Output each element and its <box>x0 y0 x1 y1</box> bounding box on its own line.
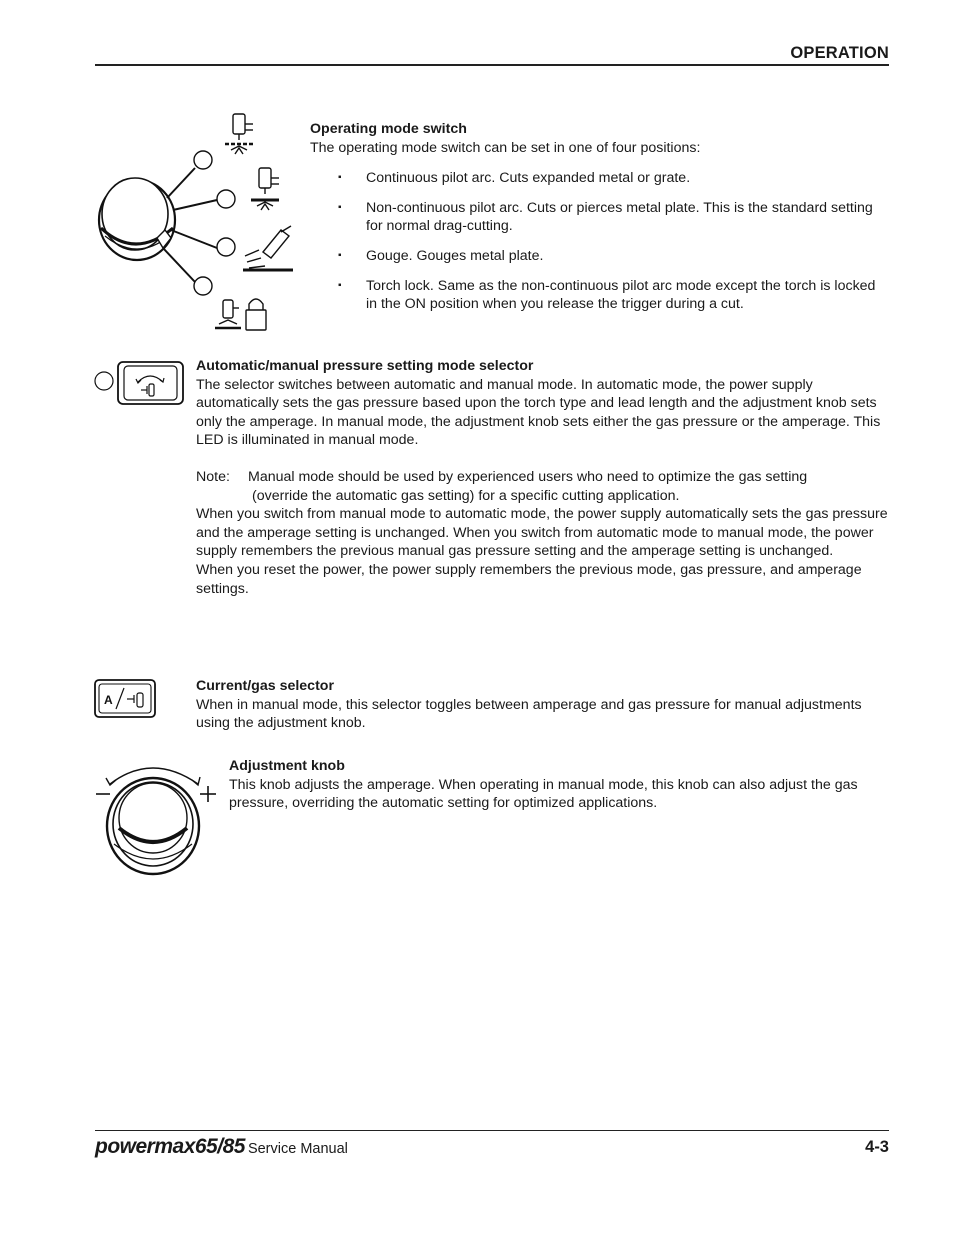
pressure-mode-button-illustration <box>93 360 189 410</box>
manual-mode-led-icon <box>95 372 113 390</box>
adjustment-knob-illustration <box>92 758 222 878</box>
amperage-letter: A <box>104 693 113 707</box>
list-item: ▪ Non-continuous pilot arc. Cuts or pierces metal plate. This is the standard setting for normal drag-cutting. <box>310 199 890 236</box>
page-footer <box>95 1130 889 1171</box>
list-item: ▪ Gouge. Gouges metal plate. <box>310 247 890 266</box>
current-gas-body: When in manual mode, this selector toggles between amperage and gas pressure for manual adjustments using the adjustment knob. <box>196 696 862 732</box>
list-item: ▪ Continuous pilot arc. Cuts expanded metal or grate. <box>310 169 890 188</box>
pressure-selector-para-2: When you switch from manual mode to automatic mode, the power supply automatically sets the gas pressure and the amperage setting is unchanged. When you switch from automatic mode to manual mode, the power supply remembers the previous manual gas pressure setting and the amperage setting is unchanged. <box>196 506 888 560</box>
note-line-1: Manual mode should be used by experienced users who need to optimize the gas setting <box>248 468 808 485</box>
pressure-selector-section <box>196 357 890 598</box>
manual-title: Service Manual <box>247 1141 348 1157</box>
brand-name: powermax65/85 <box>95 1135 245 1158</box>
note-line-2: (override the automatic gas setting) for a specific cutting application. <box>252 487 680 504</box>
note-label: Note: <box>196 468 230 485</box>
mode-list <box>310 169 890 314</box>
page-header <box>95 42 889 66</box>
adjustment-knob-heading: Adjustment knob <box>229 758 345 774</box>
pressure-selector-body: The selector switches between automatic and manual mode. In automatic mode, the power supply automatically sets the gas pressure based upon the torch type and lead length and the adjustment knob sets only the amperage. In manual mode, the adjustment knob sets either the gas pressure or the amperage. This LED is illuminated in manual mode. <box>196 376 881 449</box>
mode-switch-heading: Operating mode switch <box>310 121 467 137</box>
plus-icon <box>200 786 216 802</box>
non-continuous-pilot-arc-icon <box>251 168 279 210</box>
pressure-selector-heading: Automatic/manual pressure setting mode selector <box>196 358 534 374</box>
list-item: ▪ Torch lock. Same as the non-continuous pilot arc mode except the torch is locked in the ON position when you release the trigger during a cut. <box>310 277 890 314</box>
continuous-pilot-arc-icon <box>225 114 255 154</box>
adjustment-knob-body: This knob adjusts the amperage. When operating in manual mode, this knob can also adjust the gas pressure, overriding the automatic setting for optimized applications. <box>229 776 858 812</box>
pressure-selector-para-3: When you reset the power, the power supply remembers the previous mode, gas pressure, and amperage settings. <box>196 561 862 597</box>
mode-switch-intro: The operating mode switch can be set in one of four positions: <box>310 139 701 156</box>
torch-lock-icon <box>215 299 266 330</box>
adjustment-knob-section <box>229 757 893 813</box>
mode-switch-illustration <box>95 110 305 340</box>
current-gas-section <box>196 677 890 733</box>
mode-switch-section <box>310 120 890 325</box>
current-gas-button-illustration <box>94 679 158 719</box>
current-gas-heading: Current/gas selector <box>196 678 334 694</box>
gouge-icon <box>243 226 293 270</box>
note <box>196 468 890 505</box>
page-number: 4-3 <box>865 1138 889 1156</box>
section-title: OPERATION <box>790 44 889 62</box>
brand-logo <box>95 1135 348 1159</box>
